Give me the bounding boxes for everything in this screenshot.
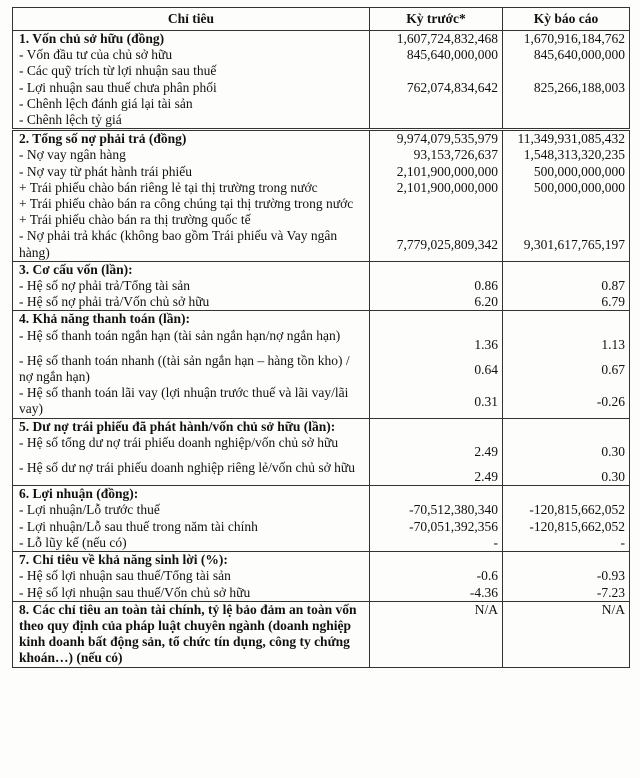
previous-period-value: 2,101,900,000,000 xyxy=(370,164,503,180)
table-row xyxy=(13,212,630,228)
row-label: 5. Dư nợ trái phiếu đã phát hành/vốn chủ sở hữu (lần): xyxy=(13,418,370,435)
table-row xyxy=(13,585,630,602)
previous-period-value: - xyxy=(370,535,503,552)
reporting-period-value xyxy=(503,311,630,328)
previous-period-value xyxy=(370,486,503,503)
table-row xyxy=(13,502,630,518)
previous-period-value xyxy=(370,261,503,278)
section-row xyxy=(13,601,630,667)
reporting-period-value: 1,670,916,184,762 xyxy=(503,31,630,48)
table-row xyxy=(13,278,630,294)
previous-period-value: -4.36 xyxy=(370,585,503,602)
section-row xyxy=(13,552,630,569)
row-label: + Trái phiếu chào bán ra công chúng tại thị trường trong nước xyxy=(13,196,370,212)
reporting-period-value: 0.87 xyxy=(503,278,630,294)
row-label: - Các quỹ trích từ lợi nhuận sau thuế xyxy=(13,63,370,79)
row-label: - Lợi nhuận/Lỗ sau thuế trong năm tài chính xyxy=(13,519,370,535)
table-row xyxy=(13,385,630,418)
row-label: - Chênh lệch đánh giá lại tài sản xyxy=(13,96,370,112)
previous-period-value xyxy=(370,96,503,112)
table-row xyxy=(13,535,630,552)
row-label: - Nợ phải trả khác (không bao gồm Trái phiếu và Vay ngân hàng) xyxy=(13,228,370,261)
row-label: 8. Các chỉ tiêu an toàn tài chính, tỷ lệ bảo đảm an toàn vốn theo quy định của pháp luật chuyên ngành (doanh nghiệp kinh doanh bất động sản, tổ chức tín dụng, công ty chứng khoán…) (nếu có) xyxy=(13,601,370,667)
row-label: - Lỗ lũy kế (nếu có) xyxy=(13,535,370,552)
table-row xyxy=(13,63,630,79)
table-row xyxy=(13,519,630,535)
header-reporting-period: Kỳ báo cáo xyxy=(503,8,630,31)
previous-period-value xyxy=(370,212,503,228)
reporting-period-value: 845,640,000,000 xyxy=(503,47,630,63)
previous-period-value xyxy=(370,552,503,569)
row-label: - Hệ số nợ phải trả/Vốn chủ sở hữu xyxy=(13,294,370,311)
reporting-period-value xyxy=(503,418,630,435)
table-row xyxy=(13,228,630,261)
row-label: 6. Lợi nhuận (đồng): xyxy=(13,486,370,503)
reporting-period-value: 500,000,000,000 xyxy=(503,180,630,196)
table-row xyxy=(13,112,630,130)
reporting-period-value xyxy=(503,196,630,212)
row-label: - Hệ số thanh toán ngắn hạn (tài sản ngắn hạn/nợ ngắn hạn) xyxy=(13,328,370,353)
reporting-period-value: N/A xyxy=(503,601,630,667)
header-previous-period: Kỳ trước* xyxy=(370,8,503,31)
previous-period-value xyxy=(370,112,503,130)
reporting-period-value: 0.30 xyxy=(503,460,630,486)
reporting-period-value: -120,815,662,052 xyxy=(503,519,630,535)
row-label: + Trái phiếu chào bán riêng lẻ tại thị trường trong nước xyxy=(13,180,370,196)
reporting-period-value xyxy=(503,96,630,112)
table-row xyxy=(13,294,630,311)
row-label: - Hệ số thanh toán lãi vay (lợi nhuận trước thuế và lãi vay/lãi vay) xyxy=(13,385,370,418)
row-label: - Hệ số lợi nhuận sau thuế/Tổng tài sản xyxy=(13,568,370,584)
previous-period-value: -70,051,392,356 xyxy=(370,519,503,535)
row-label: 3. Cơ cấu vốn (lần): xyxy=(13,261,370,278)
row-label: - Nợ vay ngân hàng xyxy=(13,147,370,163)
previous-period-value: 2.49 xyxy=(370,460,503,486)
section-row xyxy=(13,261,630,278)
section-row xyxy=(13,311,630,328)
previous-period-value: -70,512,380,340 xyxy=(370,502,503,518)
reporting-period-value xyxy=(503,212,630,228)
previous-period-value: 2.49 xyxy=(370,435,503,460)
row-label: + Trái phiếu chào bán ra thị trường quốc tế xyxy=(13,212,370,228)
reporting-period-value xyxy=(503,112,630,130)
previous-period-value: 9,974,079,535,979 xyxy=(370,130,503,148)
row-label: - Hệ số nợ phải trả/Tổng tài sản xyxy=(13,278,370,294)
table-row xyxy=(13,96,630,112)
previous-period-value: 7,779,025,809,342 xyxy=(370,228,503,261)
reporting-period-value: -120,815,662,052 xyxy=(503,502,630,518)
previous-period-value: 6.20 xyxy=(370,294,503,311)
previous-period-value: -0.6 xyxy=(370,568,503,584)
reporting-period-value: 0.67 xyxy=(503,353,630,385)
section-row xyxy=(13,418,630,435)
row-label: 4. Khả năng thanh toán (lần): xyxy=(13,311,370,328)
section-row xyxy=(13,486,630,503)
table-row xyxy=(13,568,630,584)
previous-period-value: 0.31 xyxy=(370,385,503,418)
row-label: - Hệ số dư nợ trái phiếu doanh nghiệp riêng lẻ/vốn chủ sở hữu xyxy=(13,460,370,486)
previous-period-value: 0.86 xyxy=(370,278,503,294)
reporting-period-value: -0.26 xyxy=(503,385,630,418)
reporting-period-value: 0.30 xyxy=(503,435,630,460)
reporting-period-value: 825,266,188,003 xyxy=(503,80,630,96)
table-row xyxy=(13,47,630,63)
reporting-period-value: 1,548,313,320,235 xyxy=(503,147,630,163)
table-row xyxy=(13,435,630,460)
section-row xyxy=(13,130,630,148)
row-label: - Chênh lệch tỷ giá xyxy=(13,112,370,130)
reporting-period-value: -0.93 xyxy=(503,568,630,584)
table-row xyxy=(13,180,630,196)
reporting-period-value: 1.13 xyxy=(503,328,630,353)
previous-period-value xyxy=(370,196,503,212)
section-row xyxy=(13,31,630,48)
reporting-period-value: 6.79 xyxy=(503,294,630,311)
previous-period-value: 2,101,900,000,000 xyxy=(370,180,503,196)
reporting-period-value: 11,349,931,085,432 xyxy=(503,130,630,148)
previous-period-value: 93,153,726,637 xyxy=(370,147,503,163)
reporting-period-value: 500,000,000,000 xyxy=(503,164,630,180)
previous-period-value: 1.36 xyxy=(370,328,503,353)
reporting-period-value xyxy=(503,486,630,503)
indicator-table xyxy=(12,7,630,668)
previous-period-value xyxy=(370,63,503,79)
row-label: 1. Vốn chủ sở hữu (đồng) xyxy=(13,31,370,48)
table-header-row xyxy=(13,8,630,31)
reporting-period-value xyxy=(503,261,630,278)
reporting-period-value: -7.23 xyxy=(503,585,630,602)
previous-period-value xyxy=(370,418,503,435)
previous-period-value: N/A xyxy=(370,601,503,667)
previous-period-value: 0.64 xyxy=(370,353,503,385)
row-label: - Hệ số thanh toán nhanh ((tài sản ngắn hạn – hàng tồn kho) / nợ ngắn hạn) xyxy=(13,353,370,385)
table-row xyxy=(13,147,630,163)
previous-period-value: 1,607,724,832,468 xyxy=(370,31,503,48)
table-row xyxy=(13,328,630,353)
previous-period-value: 845,640,000,000 xyxy=(370,47,503,63)
reporting-period-value: - xyxy=(503,535,630,552)
row-label: - Hệ số lợi nhuận sau thuế/Vốn chủ sở hữu xyxy=(13,585,370,602)
table-row xyxy=(13,353,630,385)
row-label: - Vốn đầu tư của chủ sở hữu xyxy=(13,47,370,63)
reporting-period-value xyxy=(503,552,630,569)
row-label: 7. Chỉ tiêu về khả năng sinh lời (%): xyxy=(13,552,370,569)
row-label: 2. Tổng số nợ phải trả (đồng) xyxy=(13,130,370,148)
table-row xyxy=(13,80,630,96)
row-label: - Hệ số tổng dư nợ trái phiếu doanh nghiệp/vốn chủ sở hữu xyxy=(13,435,370,460)
reporting-period-value xyxy=(503,63,630,79)
table-row xyxy=(13,164,630,180)
table-row xyxy=(13,196,630,212)
row-label: - Lợi nhuận sau thuế chưa phân phối xyxy=(13,80,370,96)
row-label: - Lợi nhuận/Lỗ trước thuế xyxy=(13,502,370,518)
table-row xyxy=(13,460,630,486)
header-indicator: Chỉ tiêu xyxy=(13,8,370,31)
reporting-period-value: 9,301,617,765,197 xyxy=(503,228,630,261)
previous-period-value: 762,074,834,642 xyxy=(370,80,503,96)
previous-period-value xyxy=(370,311,503,328)
row-label: - Nợ vay từ phát hành trái phiếu xyxy=(13,164,370,180)
